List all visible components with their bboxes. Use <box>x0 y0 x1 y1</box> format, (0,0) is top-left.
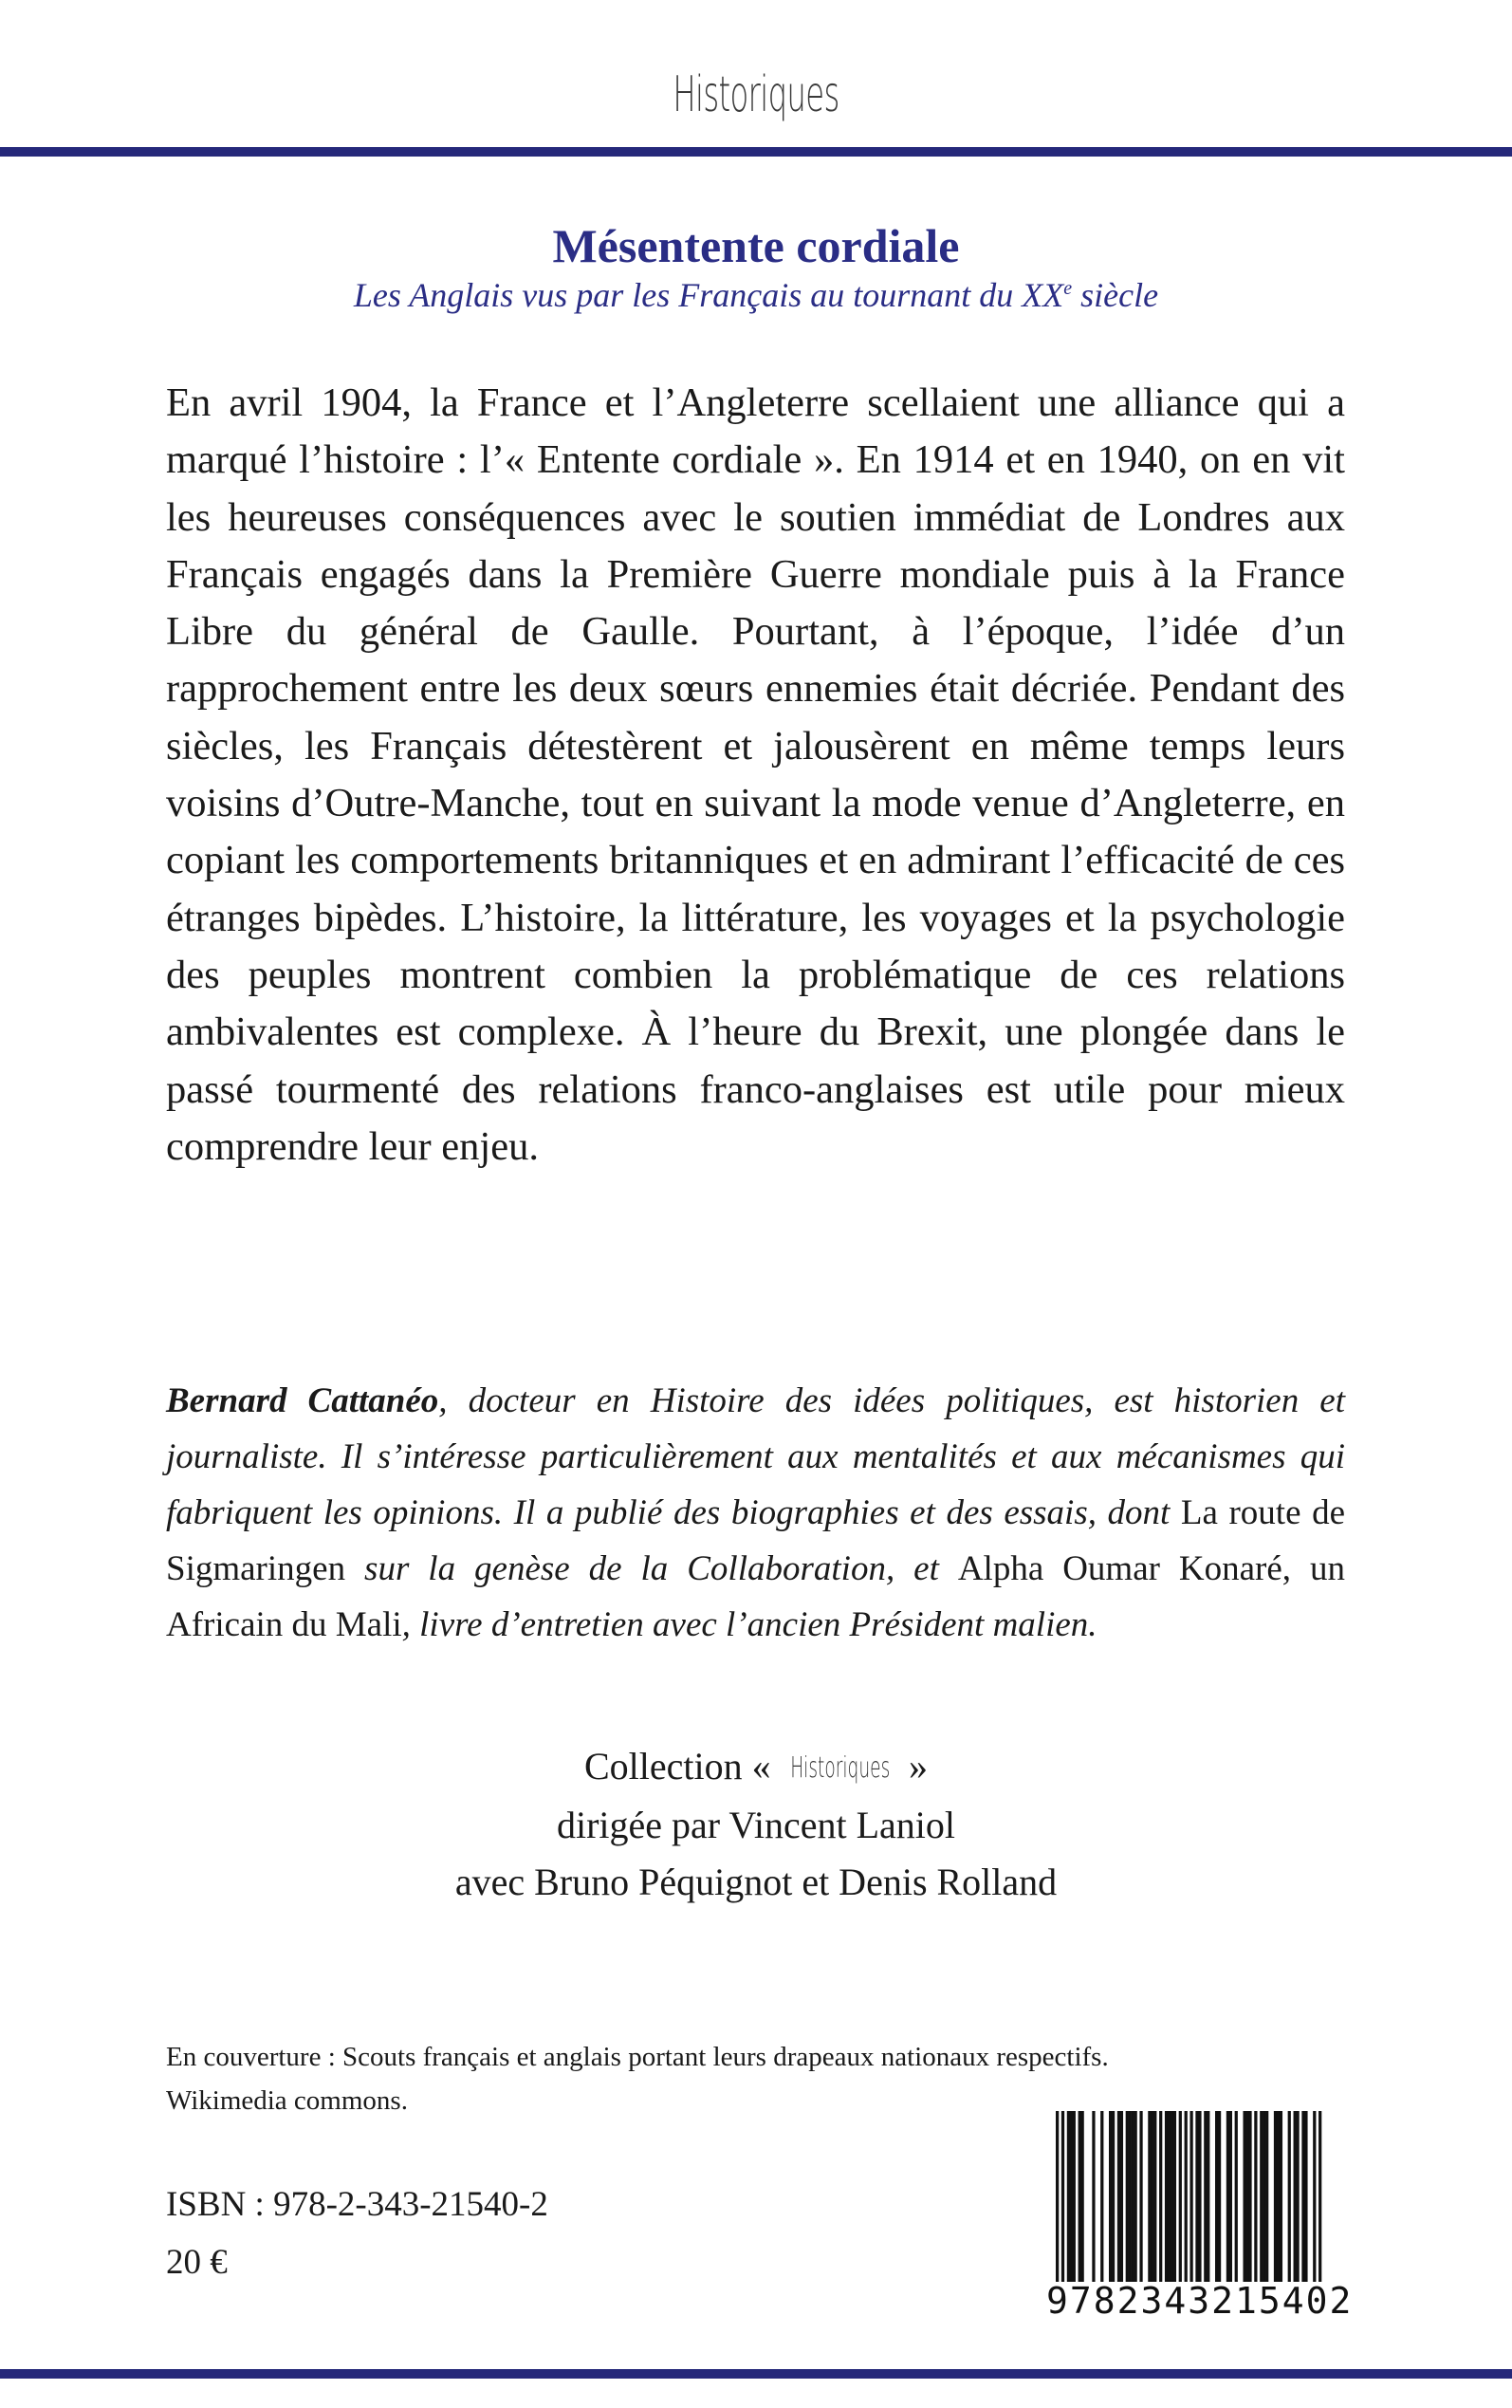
collection-prefix: Collection « <box>583 1745 771 1787</box>
barcode-bar <box>1245 2111 1248 2282</box>
barcode-digits: 9782343215402 <box>1046 2280 1354 2322</box>
barcode-bar <box>1235 2111 1238 2282</box>
barcode-bar <box>1189 2111 1192 2282</box>
cover-credit-line-1: En couverture : Scouts français et anglais portant leurs drapeaux nationaux respectifs. <box>166 2042 1109 2072</box>
barcode-bar <box>1179 2111 1182 2282</box>
barcode-bar <box>1304 2111 1307 2282</box>
barcode-bar <box>1207 2111 1209 2282</box>
barcode-bar <box>1274 2111 1277 2282</box>
collection-director: dirigée par Vincent Laniol <box>556 1804 956 1846</box>
subtitle-superscript: e <box>1063 278 1073 299</box>
barcode-bar <box>1120 2111 1123 2282</box>
barcode-bar <box>1301 2111 1304 2282</box>
barcode-bar <box>1132 2111 1134 2282</box>
subtitle-end: siècle <box>1072 276 1159 314</box>
barcode-bar <box>1153 2111 1156 2282</box>
barcode-bar <box>1173 2111 1176 2282</box>
series-logo: Historiques <box>673 66 839 123</box>
barcode-bar <box>1081 2111 1084 2282</box>
collection-line <box>0 1738 1512 1797</box>
isbn: ISBN : 978-2-343-21540-2 <box>166 2185 548 2224</box>
barcode-bar <box>1070 2111 1073 2282</box>
barcode-bar <box>1061 2111 1064 2282</box>
barcode-bar <box>1288 2111 1291 2282</box>
barcode-bar <box>1112 2111 1115 2282</box>
barcode-bar <box>1243 2111 1245 2282</box>
book-title: Mésentente cordiale <box>552 219 960 272</box>
barcode-bar <box>1218 2111 1221 2282</box>
barcode-bars <box>1046 2111 1331 2282</box>
book-title-2: Alpha Oumar Konaré, un Africain du Mali <box>166 1549 1345 1644</box>
collection-with: avec Bruno Péquignot et Denis Rolland <box>454 1861 1058 1903</box>
barcode-bar <box>1168 2111 1171 2282</box>
barcode-bar <box>1198 2111 1201 2282</box>
barcode-bar <box>1195 2111 1198 2282</box>
barcode-bar <box>1151 2111 1153 2282</box>
barcode-bar <box>1159 2111 1162 2282</box>
barcode-bar <box>1229 2111 1232 2282</box>
author-bio <box>166 1373 1345 1653</box>
top-rule <box>0 147 1512 157</box>
barcode-bar <box>1263 2111 1265 2282</box>
bio-text-1: , docteur en Histoire des idées politiques, est historien et journaliste. Il s’intéresse particulièrement aux mentalités et aux mécanismes qui fabriquent les opinions. Il a publié des biographies et des essais, dont <box>166 1381 1345 1532</box>
price: 20 € <box>166 2243 228 2282</box>
barcode-bar <box>1073 2111 1076 2282</box>
barcode-bar <box>1117 2111 1120 2282</box>
barcode-bar <box>1165 2111 1168 2282</box>
barcode-bar <box>1260 2111 1263 2282</box>
bio-text-2: sur la genèse de la Collaboration, et <box>345 1549 958 1588</box>
bottom-rule <box>0 2369 1512 2379</box>
barcode-bar <box>1148 2111 1151 2282</box>
barcode-bar <box>1067 2111 1070 2282</box>
barcode-bar <box>1109 2111 1112 2282</box>
barcode-bar <box>1294 2111 1297 2282</box>
barcode-bar <box>1185 2111 1188 2282</box>
barcode-bar <box>1313 2111 1316 2282</box>
book-subtitle <box>0 275 1512 315</box>
barcode-bar <box>1277 2111 1280 2282</box>
barcode-bar <box>1265 2111 1268 2282</box>
back-cover-blurb: En avril 1904, la France et l’Angleterre scellaient une alliance qui a marqué l’histoire : l’« Entente cordiale ». En 1914 et en 1940, on en vit les heureuses conséquences avec le soutien immédiat de Londres aux Français engagés dans la Première Guerre mondiale puis à la France Libre du général de Gaulle. Pourtant, à l’époque, l’idée d’un rapprochement entre les deux sœurs ennemies était décriée. Pendant des siècles, les Français détestèrent et jalousèrent en même temps leurs voisins d’Outre-Manche, tout en suivant la mode venue d’Angleterre, en copiant les comportements britanniques et en admirant l’efficacité de ces étranges bipèdes. L’histoire, la littérature, les voyages et la psychologie des peuples montrent combien la problématique de ces relations ambivalentes est complexe. À l’heure du Brexit, une plongée dans le passé tourmenté des relations franco-anglaises est utile pour mieux comprendre leur enjeu. <box>166 380 1345 1169</box>
cover-credit <box>166 2035 1345 2122</box>
barcode-bar <box>1215 2111 1218 2282</box>
barcode-bar <box>1248 2111 1251 2282</box>
barcode-bar <box>1079 2111 1081 2282</box>
barcode-bar <box>1204 2111 1207 2282</box>
subtitle-text: Les Anglais vus par les Français au tournant du XX <box>353 276 1064 314</box>
book-title-1: La route de Sigmaringen <box>166 1493 1345 1588</box>
barcode-bar <box>1139 2111 1142 2282</box>
barcode-bar <box>1056 2111 1059 2282</box>
barcode-bar <box>1296 2111 1299 2282</box>
collection-info <box>0 1738 1512 1911</box>
barcode-bar <box>1126 2111 1129 2282</box>
barcode-bar <box>1318 2111 1321 2282</box>
barcode-bar <box>1254 2111 1257 2282</box>
barcode <box>1046 2111 1354 2325</box>
barcode-bar <box>1134 2111 1137 2282</box>
collection-suffix: » <box>909 1745 929 1787</box>
barcode-bar <box>1129 2111 1132 2282</box>
barcode-bar <box>1226 2111 1229 2282</box>
barcode-bar <box>1092 2111 1095 2282</box>
collection-logo: Historiques <box>789 1751 890 1785</box>
author-name: Bernard Cattanéo <box>166 1381 439 1420</box>
barcode-bar <box>1171 2111 1173 2282</box>
barcode-bar <box>1280 2111 1282 2282</box>
bio-text-3: , livre d’entretien avec l’ancien Président malien. <box>401 1605 1097 1644</box>
cover-credit-line-2: Wikimedia commons. <box>166 2085 408 2116</box>
barcode-bar <box>1100 2111 1103 2282</box>
